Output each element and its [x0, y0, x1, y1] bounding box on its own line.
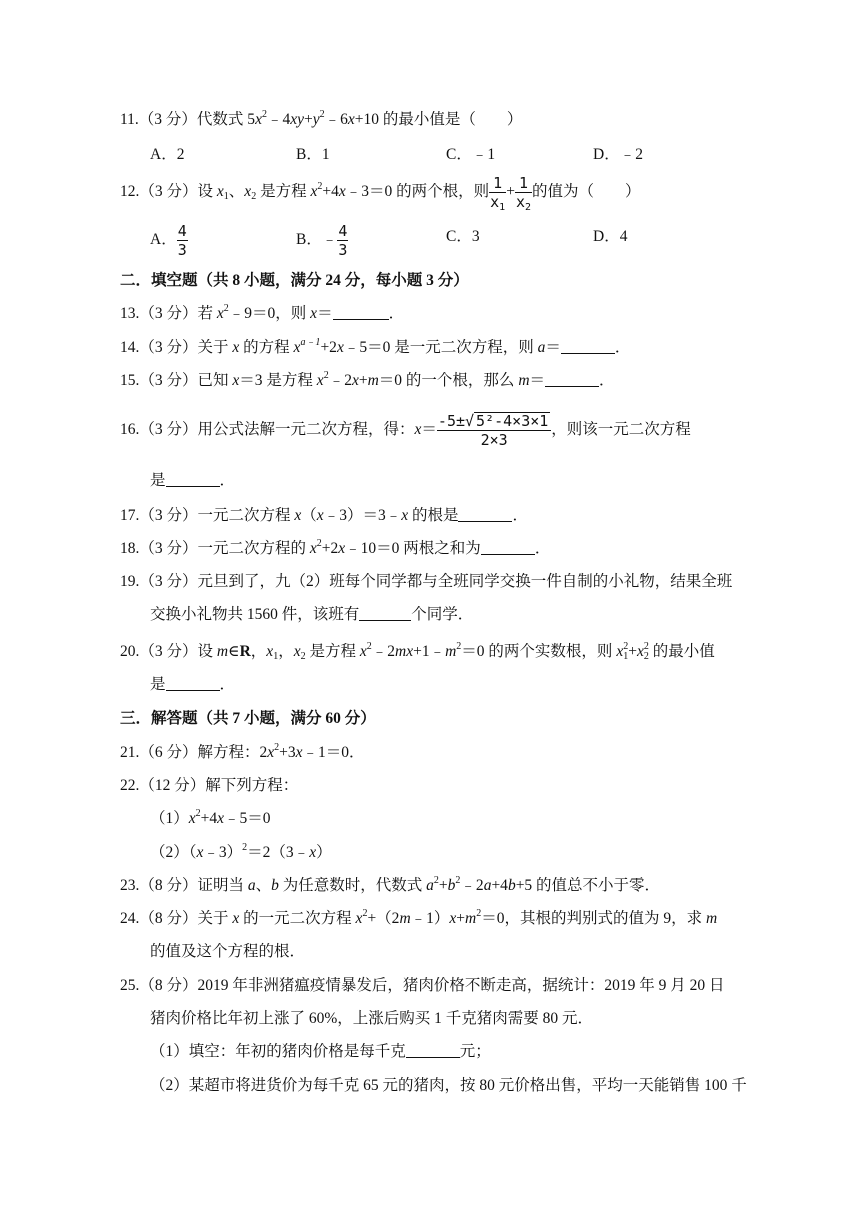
question-17: 17.（3 分）一元二次方程 x（x﹣3）＝3﹣x 的根是 ．: [120, 507, 528, 524]
question-25-line2: 猪肉价格比年初上涨了 60%，上涨后购买 1 千克猪肉需要 80 元．: [150, 1010, 594, 1027]
question-16: 16.（3 分）用公式法解一元二次方程，得：x＝ $\frac{\text{-5±√ 5²-4×3×1}}{2\times 3}$ ，则该一元二次方程: [120, 411, 691, 449]
answer-blank[interactable]: [561, 339, 615, 354]
question-19: 19.（3 分）元旦到了，九（2）班每个同学都与全班同学交换一件自制的小礼物，结果全班: [120, 573, 733, 590]
q12-option-c[interactable]: C．3: [446, 228, 480, 245]
q11-option-b[interactable]: B．1: [296, 146, 330, 163]
fraction-4-over-3: $\frac{4}{3}$: [338, 222, 348, 259]
question-24-line2: 的值及这个方程的根．: [150, 943, 306, 960]
section-heading-fill-in: 二．填空题（共 8 小题，满分 24 分，每小题 3 分）: [120, 272, 469, 289]
q11-option-c[interactable]: C．﹣1: [446, 146, 496, 163]
fraction-1-over-x1: $\frac{1}{x_1}$: [490, 174, 506, 213]
question-22-part-2: （2）（x﹣3）$^2$＝2（3﹣x）: [150, 842, 332, 861]
q12-option-d[interactable]: D．4: [593, 228, 628, 245]
q12-option-b[interactable]: B．﹣ $\frac{4}{3}$: [296, 222, 348, 259]
question-24: 24.（8 分）关于 x 的一元二次方程 $x^2+(2m﹣1)x+m^2=0$，其根的判别式的值为 9，求 m: [120, 908, 718, 927]
question-14: 14.（3 分）关于 x 的方程 $x^{a﹣1}+2x﹣5=0$ 是一元二次方程，则 a＝ ．: [120, 337, 631, 356]
fraction-1-over-x2: $\frac{1}{x_2}$: [515, 174, 531, 213]
fraction-4-over-3: $\frac{4}{3}$: [177, 222, 187, 259]
section-heading-solutions: 三．解答题（共 7 小题，满分 60 分）: [120, 710, 376, 727]
q12-option-a[interactable]: A． $\frac{4}{3}$: [150, 222, 187, 259]
question-11: 11.（3 分）代数式 $5x^2﹣4xy+y^2﹣6x+10$ 的最小值是（ ）: [120, 109, 523, 128]
q11-option-a[interactable]: A．2: [150, 146, 185, 163]
question-12: 12.（3 分）设 $x_1$、$x_2$ 是方程 $x^2+4x﹣3=0$ 的两个根，则 $\frac{1}{x_1}$ + $\frac{1}{x_2}$ 的值为（ ）: [120, 174, 641, 213]
question-15: 15.（3 分）已知 x＝3 是方程 $x^2﹣2x+m=0$ 的一个根，那么 m＝ ．: [120, 370, 615, 389]
question-22-part-1: $(1)x^2+4x﹣5=0$: [150, 808, 271, 827]
answer-blank[interactable]: [359, 606, 411, 621]
question-25: 25.（8 分）2019 年非洲猪瘟疫情暴发后，猪肉价格不断走高，据统计：2019 年 9 月 20 日: [120, 977, 725, 994]
square-root-icon: √ 5²-4×3×1: [465, 411, 549, 430]
question-13: 13.（3 分）若 $x^2﹣9=0$，则 x＝ ．: [120, 303, 405, 322]
question-18: 18.（3 分）一元二次方程的 $x^2+2x﹣10=0$ 两根之和为 ．: [120, 538, 551, 557]
question-22: 22.（12 分）解下列方程：: [120, 777, 299, 794]
question-25-part-1: （1）填空：年初的猪肉价格是每千克 元；: [150, 1043, 491, 1060]
quadratic-formula-fraction: $\frac{\text{-5±√ 5²-4×3×1}}{2\times 3}$: [437, 412, 551, 449]
question-23: 23.（8 分）证明当 a、b 为任意数时，代数式 $a^2+b^2﹣2a+4b+5$ 的值总不小于零．: [120, 875, 661, 894]
question-19-line2: 交换小礼物共 1560 件，该班有 个同学．: [150, 606, 474, 623]
answer-blank[interactable]: [333, 305, 389, 320]
answer-blank[interactable]: [166, 676, 220, 691]
question-25-part-2: （2）某超市将进货价为每千克 65 元的猪肉，按 80 元价格出售，平均一天能销售 100 千: [150, 1077, 747, 1094]
q11-option-d[interactable]: D．﹣2: [593, 146, 643, 163]
answer-blank[interactable]: [481, 540, 535, 555]
answer-blank[interactable]: [545, 372, 599, 387]
answer-blank[interactable]: [166, 472, 220, 487]
question-21: 21.（6 分）解方程：$2x^2+3x﹣1=0$．: [120, 742, 365, 761]
question-16-line2: 是 ．: [150, 472, 236, 489]
question-20-line2: 是 ．: [150, 676, 236, 693]
answer-blank[interactable]: [458, 507, 512, 522]
answer-blank[interactable]: [406, 1043, 460, 1058]
question-20: 20.（3 分）设 m∈R，$x_1$，$x_2$ 是方程 $x^2﹣2mx+1﹣m^2=0$ 的两个实数根，则 $x_1^2+x_2^2$ 的最小值: [120, 641, 715, 662]
